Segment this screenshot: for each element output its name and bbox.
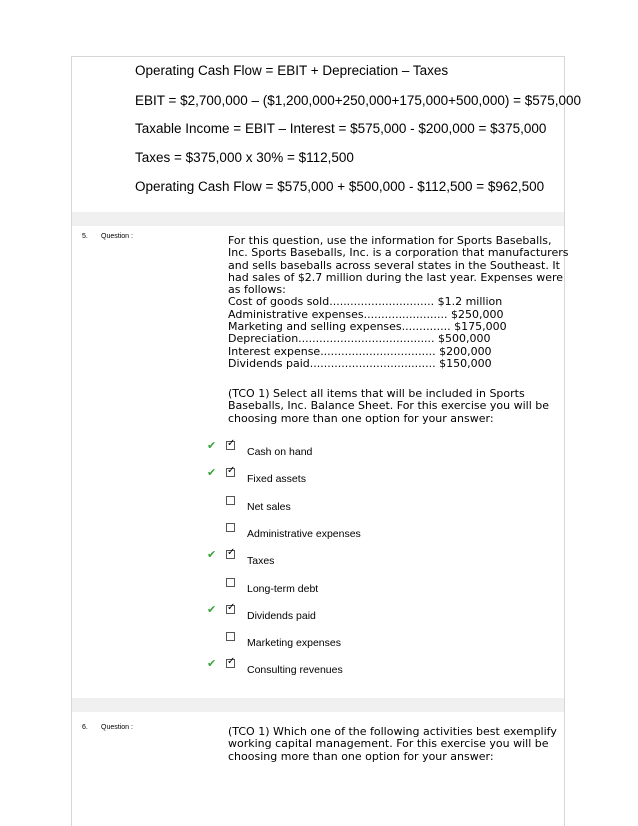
question-label: Question :: [101, 724, 133, 731]
answer-line-3: Taxable Income = EBIT – Interest = $575,000 - $200,000 = $375,000: [135, 121, 547, 136]
question-6-prompt: [228, 726, 564, 763]
q5-intro-line: Depreciation....................................... $500,000: [228, 332, 491, 346]
option-label: Long-term debt: [247, 582, 319, 595]
option-label: Fixed assets: [247, 473, 306, 486]
option-label: Administrative expenses: [247, 527, 361, 540]
correct-check-icon: ✔: [207, 602, 217, 616]
correct-check-icon: ✔: [207, 466, 217, 480]
option-checkbox[interactable]: [226, 605, 235, 614]
q5-intro-line: Interest expense................................. $200,000: [228, 344, 492, 358]
q5-intro-line: had sales of $2.7 million during the last year. Expenses were: [228, 270, 564, 284]
option-label: Consulting revenues: [247, 664, 343, 677]
answer-line-2: EBIT = $2,700,000 – ($1,200,000+250,000+175,000+500,000) = $575,000: [135, 93, 582, 108]
q5-prompt-line: Baseballs, Inc. Balance Sheet. For this exercise you will be: [228, 399, 550, 413]
option-checkbox[interactable]: [226, 632, 235, 641]
section-divider: [72, 212, 564, 226]
answer-line-5: Operating Cash Flow = $575,000 + $500,000 - $112,500 = $962,500: [135, 179, 545, 194]
q5-intro-line: Marketing and selling expenses.............. $175,000: [228, 320, 507, 334]
q5-intro-line: Dividends paid.................................... $150,000: [228, 356, 492, 370]
option-checkbox[interactable]: [226, 441, 235, 450]
q5-prompt-line: choosing more than one option for your answer:: [228, 411, 494, 425]
option-checkbox[interactable]: [226, 523, 235, 532]
correct-check-icon: ✔: [207, 657, 217, 671]
correct-check-icon: ✔: [207, 439, 217, 452]
option-label: Taxes: [247, 555, 275, 568]
answer-line-4: Taxes = $375,000 x 30% = $112,500: [135, 150, 354, 165]
question-number: 6.: [82, 724, 88, 731]
option-label: Dividends paid: [247, 609, 316, 622]
option-checkbox[interactable]: [226, 578, 235, 587]
question-5-text: [228, 234, 569, 370]
q5-intro-line: Inc. Sports Baseballs, Inc. is a corporation that manufacturers: [228, 246, 569, 260]
question-number: 5.: [82, 233, 88, 240]
answer-line-1: Operating Cash Flow = EBIT + Depreciation – Taxes: [135, 63, 449, 78]
q5-intro-line: Cost of goods sold.............................. $1.2 million: [228, 295, 503, 309]
q5-intro-line: Administrative expenses........................ $250,000: [228, 307, 504, 321]
question-label: Question :: [101, 233, 133, 240]
q5-prompt-line: (TCO 1) Select all items that will be included in Sports: [228, 387, 525, 400]
q5-intro-line: as follows:: [228, 283, 286, 297]
question-5-prompt: [228, 388, 564, 425]
q5-intro-line: and sells baseballs across several states in the Southeast. It: [228, 258, 560, 272]
option-label: Marketing expenses: [247, 637, 341, 650]
option-checkbox[interactable]: [226, 468, 235, 477]
correct-check-icon: ✔: [207, 548, 217, 562]
q6-prompt-line: working capital management. For this exercise you will be: [228, 737, 549, 751]
q5-intro-line: For this question, use the information for Sports Baseballs,: [228, 234, 552, 247]
option-checkbox[interactable]: [226, 496, 235, 505]
q6-prompt-line: (TCO 1) Which one of the following activities best exemplify: [228, 725, 557, 738]
option-checkbox[interactable]: [226, 550, 235, 559]
option-label: Net sales: [247, 500, 291, 513]
q6-prompt-line: choosing more than one option for your answer:: [228, 749, 494, 763]
option-checkbox[interactable]: [226, 659, 235, 668]
option-label: Cash on hand: [247, 446, 313, 458]
section-divider: [72, 698, 564, 712]
